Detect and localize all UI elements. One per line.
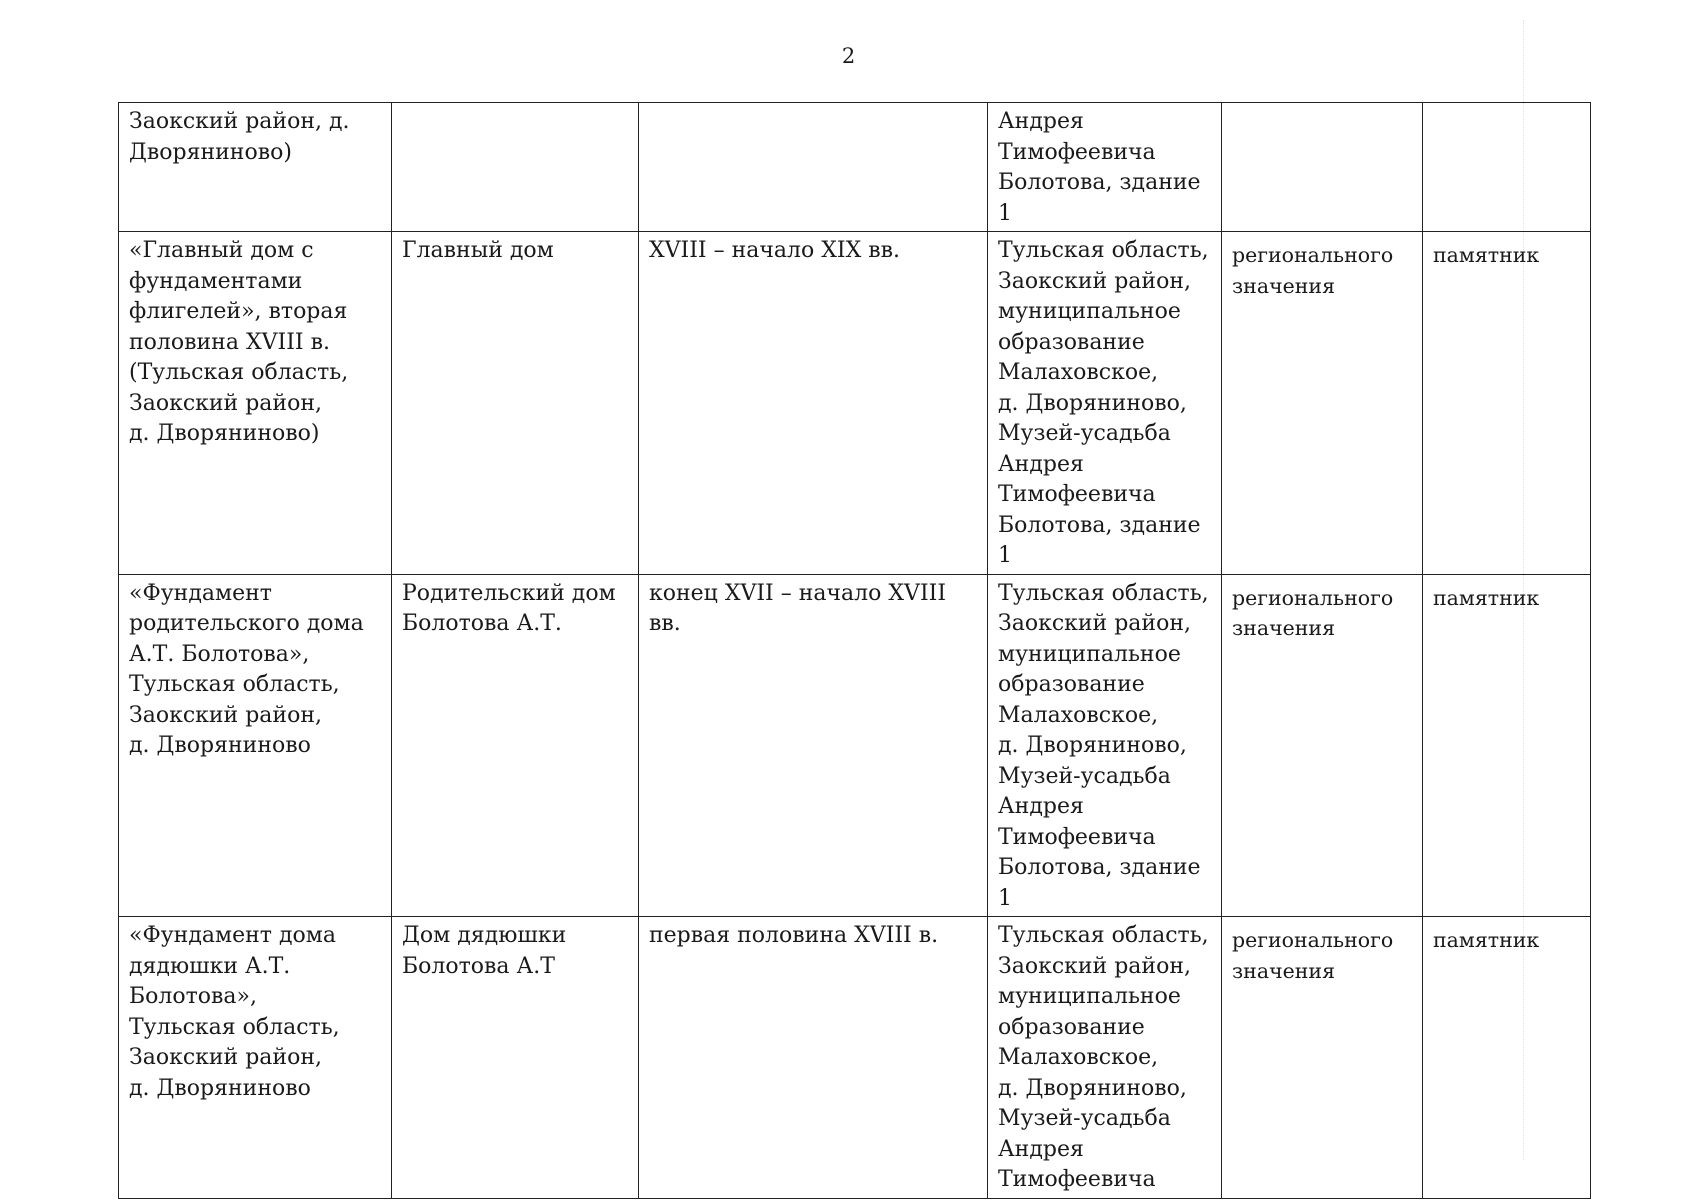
cell-designation: Главный дом: [392, 232, 639, 575]
cell-designation: [392, 103, 639, 232]
cell-designation: Дом дядюшки Болотова А.Т: [392, 917, 639, 1199]
cell-dating: первая половина XVIII в.: [639, 917, 988, 1199]
cell-address: Тульская область, Заокский район, муниципальное образование Малаховское, д. Дворяниново, Музей-усадьба Андрея Тимофеевича Болотова, здание 1: [988, 232, 1222, 575]
cell-object-name: «Фундамент родительского дома А.Т. Болотова», Тульская область, Заокский район, д. Дворяниново: [119, 574, 392, 917]
page-number: 2: [841, 44, 856, 68]
cell-category: регионального значения: [1222, 232, 1423, 575]
cell-address: Тульская область, Заокский район, муниципальное образование Малаховское, д. Дворяниново, Музей-усадьба Андрея Тимофеевича: [988, 917, 1222, 1199]
cell-object-name: «Главный дом с фундаментами флигелей», вторая половина XVIII в. (Тульская область, Заокский район, д. Дворяниново): [119, 232, 392, 575]
table-row: [119, 232, 1591, 575]
table-row: [119, 574, 1591, 917]
table-row: [119, 103, 1591, 232]
cell-object-type: памятник: [1423, 574, 1591, 917]
cell-object-type: [1423, 103, 1591, 232]
cell-address: Тульская область, Заокский район, муниципальное образование Малаховское, д. Дворяниново, Музей-усадьба Андрея Тимофеевича Болотова, здание 1: [988, 574, 1222, 917]
cell-object-type: памятник: [1423, 232, 1591, 575]
cell-object-type: памятник: [1423, 917, 1591, 1199]
cell-object-name: Заокский район, д. Дворяниново): [119, 103, 392, 232]
cell-object-name: «Фундамент дома дядюшки А.Т. Болотова», Тульская область, Заокский район, д. Дворяниново: [119, 917, 392, 1199]
cell-dating: XVIII – начало XIX вв.: [639, 232, 988, 575]
cell-dating: [639, 103, 988, 232]
cell-category: регионального значения: [1222, 917, 1423, 1199]
cell-category: регионального значения: [1222, 574, 1423, 917]
cell-dating: конец XVII – начало XVIII вв.: [639, 574, 988, 917]
cell-address: Андрея Тимофеевича Болотова, здание 1: [988, 103, 1222, 232]
table-row: [119, 917, 1591, 1199]
cell-designation: Родительский дом Болотова А.Т.: [392, 574, 639, 917]
heritage-objects-table: [118, 102, 1591, 1199]
cell-category: [1222, 103, 1423, 232]
